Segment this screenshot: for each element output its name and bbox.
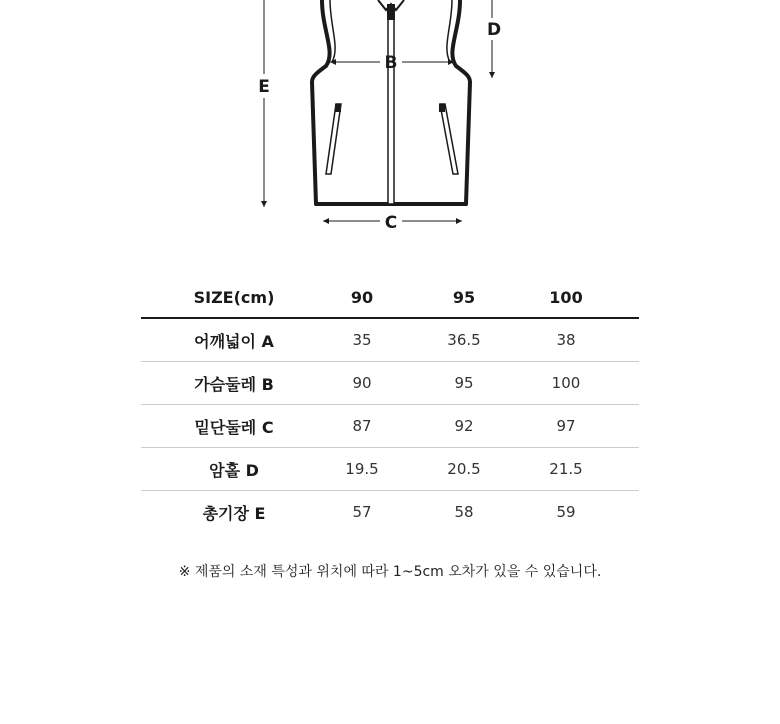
dimension-b (330, 53, 454, 73)
table-cell: 100 (551, 374, 581, 392)
row-label: 암홀 D (209, 460, 259, 480)
dimension-d (487, 0, 501, 78)
size-table (141, 277, 639, 533)
table-cell: 38 (556, 331, 576, 349)
header-size-90: 90 (350, 287, 374, 307)
dimension-c-label: C (384, 213, 398, 233)
table-row (141, 491, 639, 533)
header-size-95: 95 (452, 287, 476, 307)
table-cell: 95 (454, 374, 474, 392)
table-cell: 97 (556, 417, 576, 435)
row-label: 가슴둘레 B (194, 374, 274, 394)
table-cell: 59 (556, 503, 576, 521)
dimension-c (323, 213, 462, 233)
table-row (141, 405, 639, 448)
pocket-right (439, 104, 458, 174)
table-cell: 87 (352, 417, 372, 435)
table-cell: 57 (352, 503, 372, 521)
header-size-unit: SIZE(cm) (193, 287, 275, 307)
row-label: 어깨넓이 A (194, 331, 274, 351)
dimension-d-label: D (486, 20, 502, 40)
table-row (141, 319, 639, 362)
vest-size-diagram (0, 0, 780, 240)
table-row (141, 448, 639, 491)
dimension-e-label: E (258, 77, 270, 97)
measurement-note: ※ 제품의 소재 특성과 위치에 따라 1~5cm 오차가 있을 수 있습니다. (178, 564, 602, 580)
table-header (141, 277, 639, 319)
table-cell: 35 (352, 331, 372, 349)
header-size-100: 100 (549, 287, 583, 307)
table-cell: 36.5 (447, 331, 481, 349)
table-cell: 90 (352, 374, 372, 392)
table-cell: 92 (454, 417, 474, 435)
dimension-b-label: B (384, 53, 398, 73)
table-cell: 20.5 (447, 460, 481, 478)
zipper-pull (387, 4, 395, 20)
row-label: 밑단둘레 C (194, 417, 274, 437)
dimension-e (258, 0, 270, 207)
pocket-left (326, 104, 341, 174)
table-cell: 19.5 (345, 460, 379, 478)
table-cell: 58 (454, 503, 474, 521)
table-row (141, 362, 639, 405)
zipper (388, 6, 394, 204)
row-label: 총기장 E (202, 503, 266, 523)
table-cell: 21.5 (549, 460, 583, 478)
